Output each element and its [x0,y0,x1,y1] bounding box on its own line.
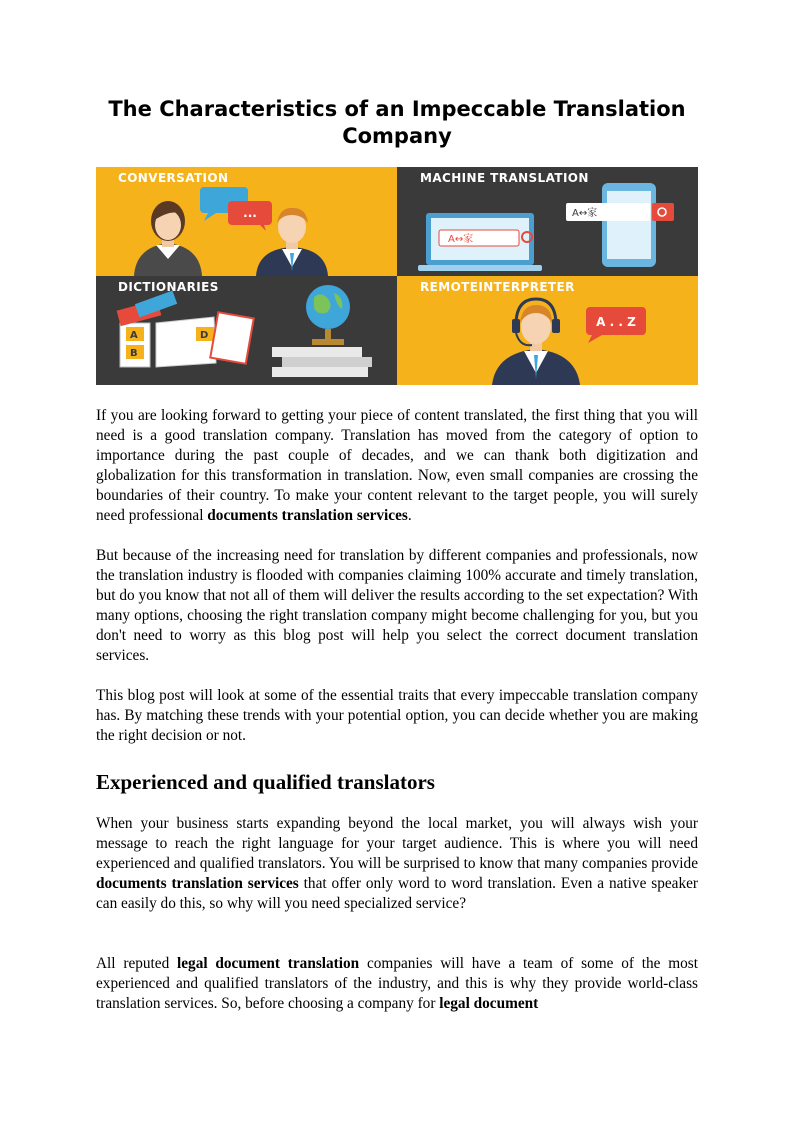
link-documents-translation-services: documents translation services [96,875,299,892]
book-stack-icon [272,347,372,377]
panel-label-conversation: CONVERSATION [118,171,229,185]
banner-illustration [96,167,698,385]
panel-label-dictionaries: DICTIONARIES [118,280,219,294]
phone-search-text: A↔家 [572,208,598,219]
paragraph-5: All reputed legal document translation companies will have a team of some of the most experienced and qualified translators of the industry, and this is why they provide world-class translation services. So, before choosing a company for legal document [96,955,698,1012]
panel-label-machine-translation: MACHINE TRANSLATION [420,171,589,185]
monitor-icon [418,213,542,271]
paragraph-4: When your business starts expanding beyond the local market, you will always wish your message to reach the right language for your target audience. This is where you will need experienced and qualified translators. You will be surprised to know that many companies provide documents translation services that offer only word to word translation. Even a native speaker can easily do this, so why will you need specialized service? [96,815,698,912]
panel-label-remote-interpreter: REMOTEINTERPRETER [420,280,575,294]
bubble-text: ... [243,206,257,220]
document-title: The Characteristics of an Impeccable Translation Company [108,97,686,148]
book-letter-b: B [130,348,138,359]
link-legal-document: legal document [439,995,539,1012]
paragraph-1: If you are looking forward to getting your piece of content translated, the first thing that you will need is a good translation company. Translation has moved from the category of option to importance during the past couple of decades, and we can thank both digitization and globalization for this transformation in translation. Now, even small companies are crossing the boundaries of their country. To make your content relevant to the target people, you will surely need professional documents translation services. [96,407,698,524]
paragraph-3: This blog post will look at some of the essential traits that every impeccable translation company has. By matching these trends with your potential option, you can decide whether you are making the right decision or not. [96,687,698,744]
link-legal-document-translation: legal document translation [177,955,360,972]
monitor-search-text: A↔家 [448,234,474,245]
section-heading: Experienced and qualified translators [96,770,435,794]
link-documents-translation-services: documents translation services [207,507,408,524]
book-letter-d: D [200,330,209,341]
paragraph-2: But because of the increasing need for translation by different companies and professionals, now the translation industry is flooded with companies claiming 100% accurate and timely translation, but do you know that not all of them will deliver the results according to the set expectation? With many options, choosing the right translation company might become challenging for you, but you don't need to worry as this blog post will help you select the correct document translation services. [96,547,698,664]
az-bubble-text: A . . Z [596,315,636,329]
book-letter-a: A [130,330,138,341]
